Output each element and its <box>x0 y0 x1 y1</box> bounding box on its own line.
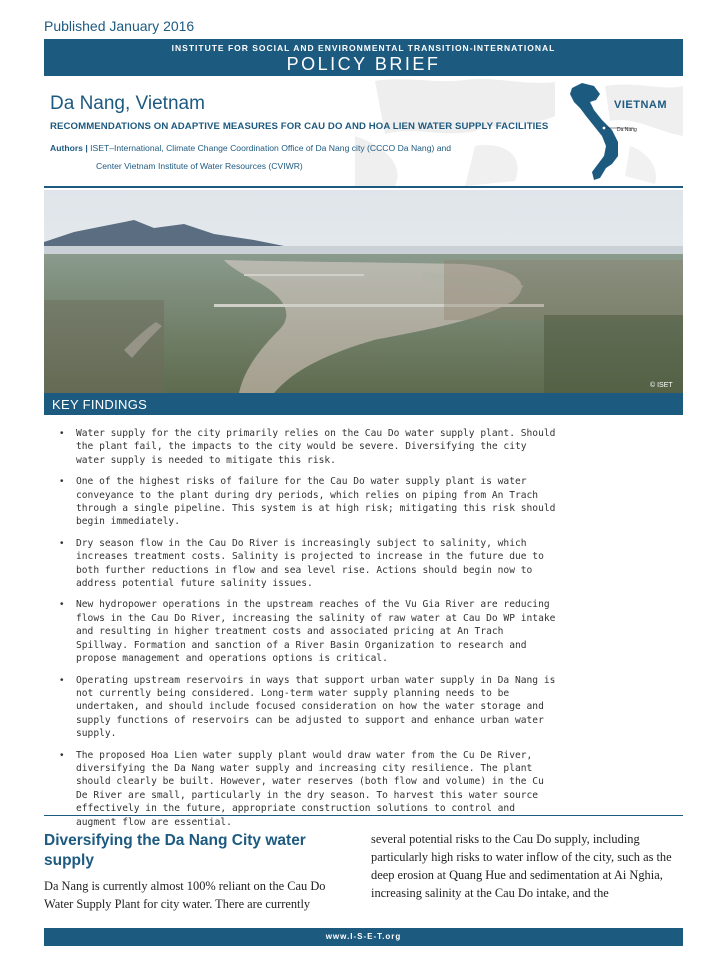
authors-block <box>50 139 451 175</box>
policy-brief-banner <box>44 39 683 76</box>
section-column-1: Da Nang is currently almost 100% reliant on the Cau Do Water Supply Plant for city water. There are currently <box>44 879 326 911</box>
vietnam-shape <box>570 83 618 180</box>
country-label: VIETNAM <box>614 99 667 111</box>
river-aerial-photo <box>44 190 683 393</box>
finding-item: • Water supply for the city primarily relies on the Cau Do water supply plant. Should the plant fail, the impacts to the city would be severe. Diversifying the city water supply is needed to mitigate this risk. <box>58 427 556 467</box>
finding-item: • Operating upstream reservoirs in ways that support urban water supply in Da Nang is not currently being considered. Long-term water supply planning needs to be undertaken, and should include focused consideration on how the water storage and supply functions of reservoirs can be adjusted to support and enhance urban water supply. <box>58 674 556 741</box>
finding-item: • One of the highest risks of failure for the Cau Do water supply plant is water conveyance to the plant during dry periods, which relies on piping from An Trach through a single pipeline. This system is at high risk; mitigating this risk should begin immediately. <box>58 475 556 529</box>
recommendations-subtitle: RECOMMENDATIONS ON ADAPTIVE MEASURES FOR CAU DO AND HOA LIEN WATER SUPPLY FACILITIES <box>50 121 549 132</box>
finding-item: • Dry season flow in the Cau Do River is increasingly subject to salinity, which increases treatment costs. Salinity is projected to increase in the future due to both further reductions in flow and sea level rise. Actions should begin now to address potential future salinity issues. <box>58 537 556 591</box>
footer-website: www.I-S-E-T.org <box>44 928 683 946</box>
finding-item: • New hydropower operations in the upstream reaches of the Vu Gia River are reducing flows in the Cau Do River, increasing the salinity of raw water at Cau Do WP intake and resulting in higher treatment costs and associated pricing at An Trach Spillway. Formation and sanction of a River Basin Organization to research and propose management and operations options is critical. <box>58 598 556 665</box>
key-findings-list <box>58 427 556 837</box>
map-city-label: Da Nang <box>617 127 637 133</box>
photo-credit: © ISET <box>650 382 673 389</box>
authors-label: Authors | <box>50 143 88 153</box>
section-divider <box>44 815 683 816</box>
brief-type: POLICY BRIEF <box>286 54 441 74</box>
published-date: Published January 2016 <box>44 18 195 34</box>
section-title: Diversifying the Da Nang City water supply <box>44 832 306 869</box>
finding-item: • The proposed Hoa Lien water supply plant would draw water from the Cu De River, diversifying the Da Nang water supply and increasing city resilience. The plant should clearly be built. However, water reserves (both flow and volume) in the Cu De River are small, particularly in the dry season. To harvest this water source effectively in the future, appropriate construction solutions to control and augment flow are essential. <box>58 749 556 829</box>
authors-line-1: ISET–International, Climate Change Coordination Office of Da Nang city (CCCO Da Nang) and <box>90 143 452 153</box>
institute-name: INSTITUTE FOR SOCIAL AND ENVIRONMENTAL TRANSITION-INTERNATIONAL <box>171 43 556 53</box>
authors-line-2: Center Vietnam Institute of Water Resources (CVIWR) <box>96 161 303 171</box>
key-findings-heading: KEY FINDINGS <box>44 393 683 415</box>
header-divider <box>44 186 683 188</box>
city-title: Da Nang, Vietnam <box>50 93 205 114</box>
section-column-2: several potential risks to the Cau Do supply, including particularly high risks to water inflow of the city, such as the deep erosion at Quang Hue and sedimentation at Ai Nghia, increasing salinity at the Cau Do intake, and the <box>371 832 672 900</box>
